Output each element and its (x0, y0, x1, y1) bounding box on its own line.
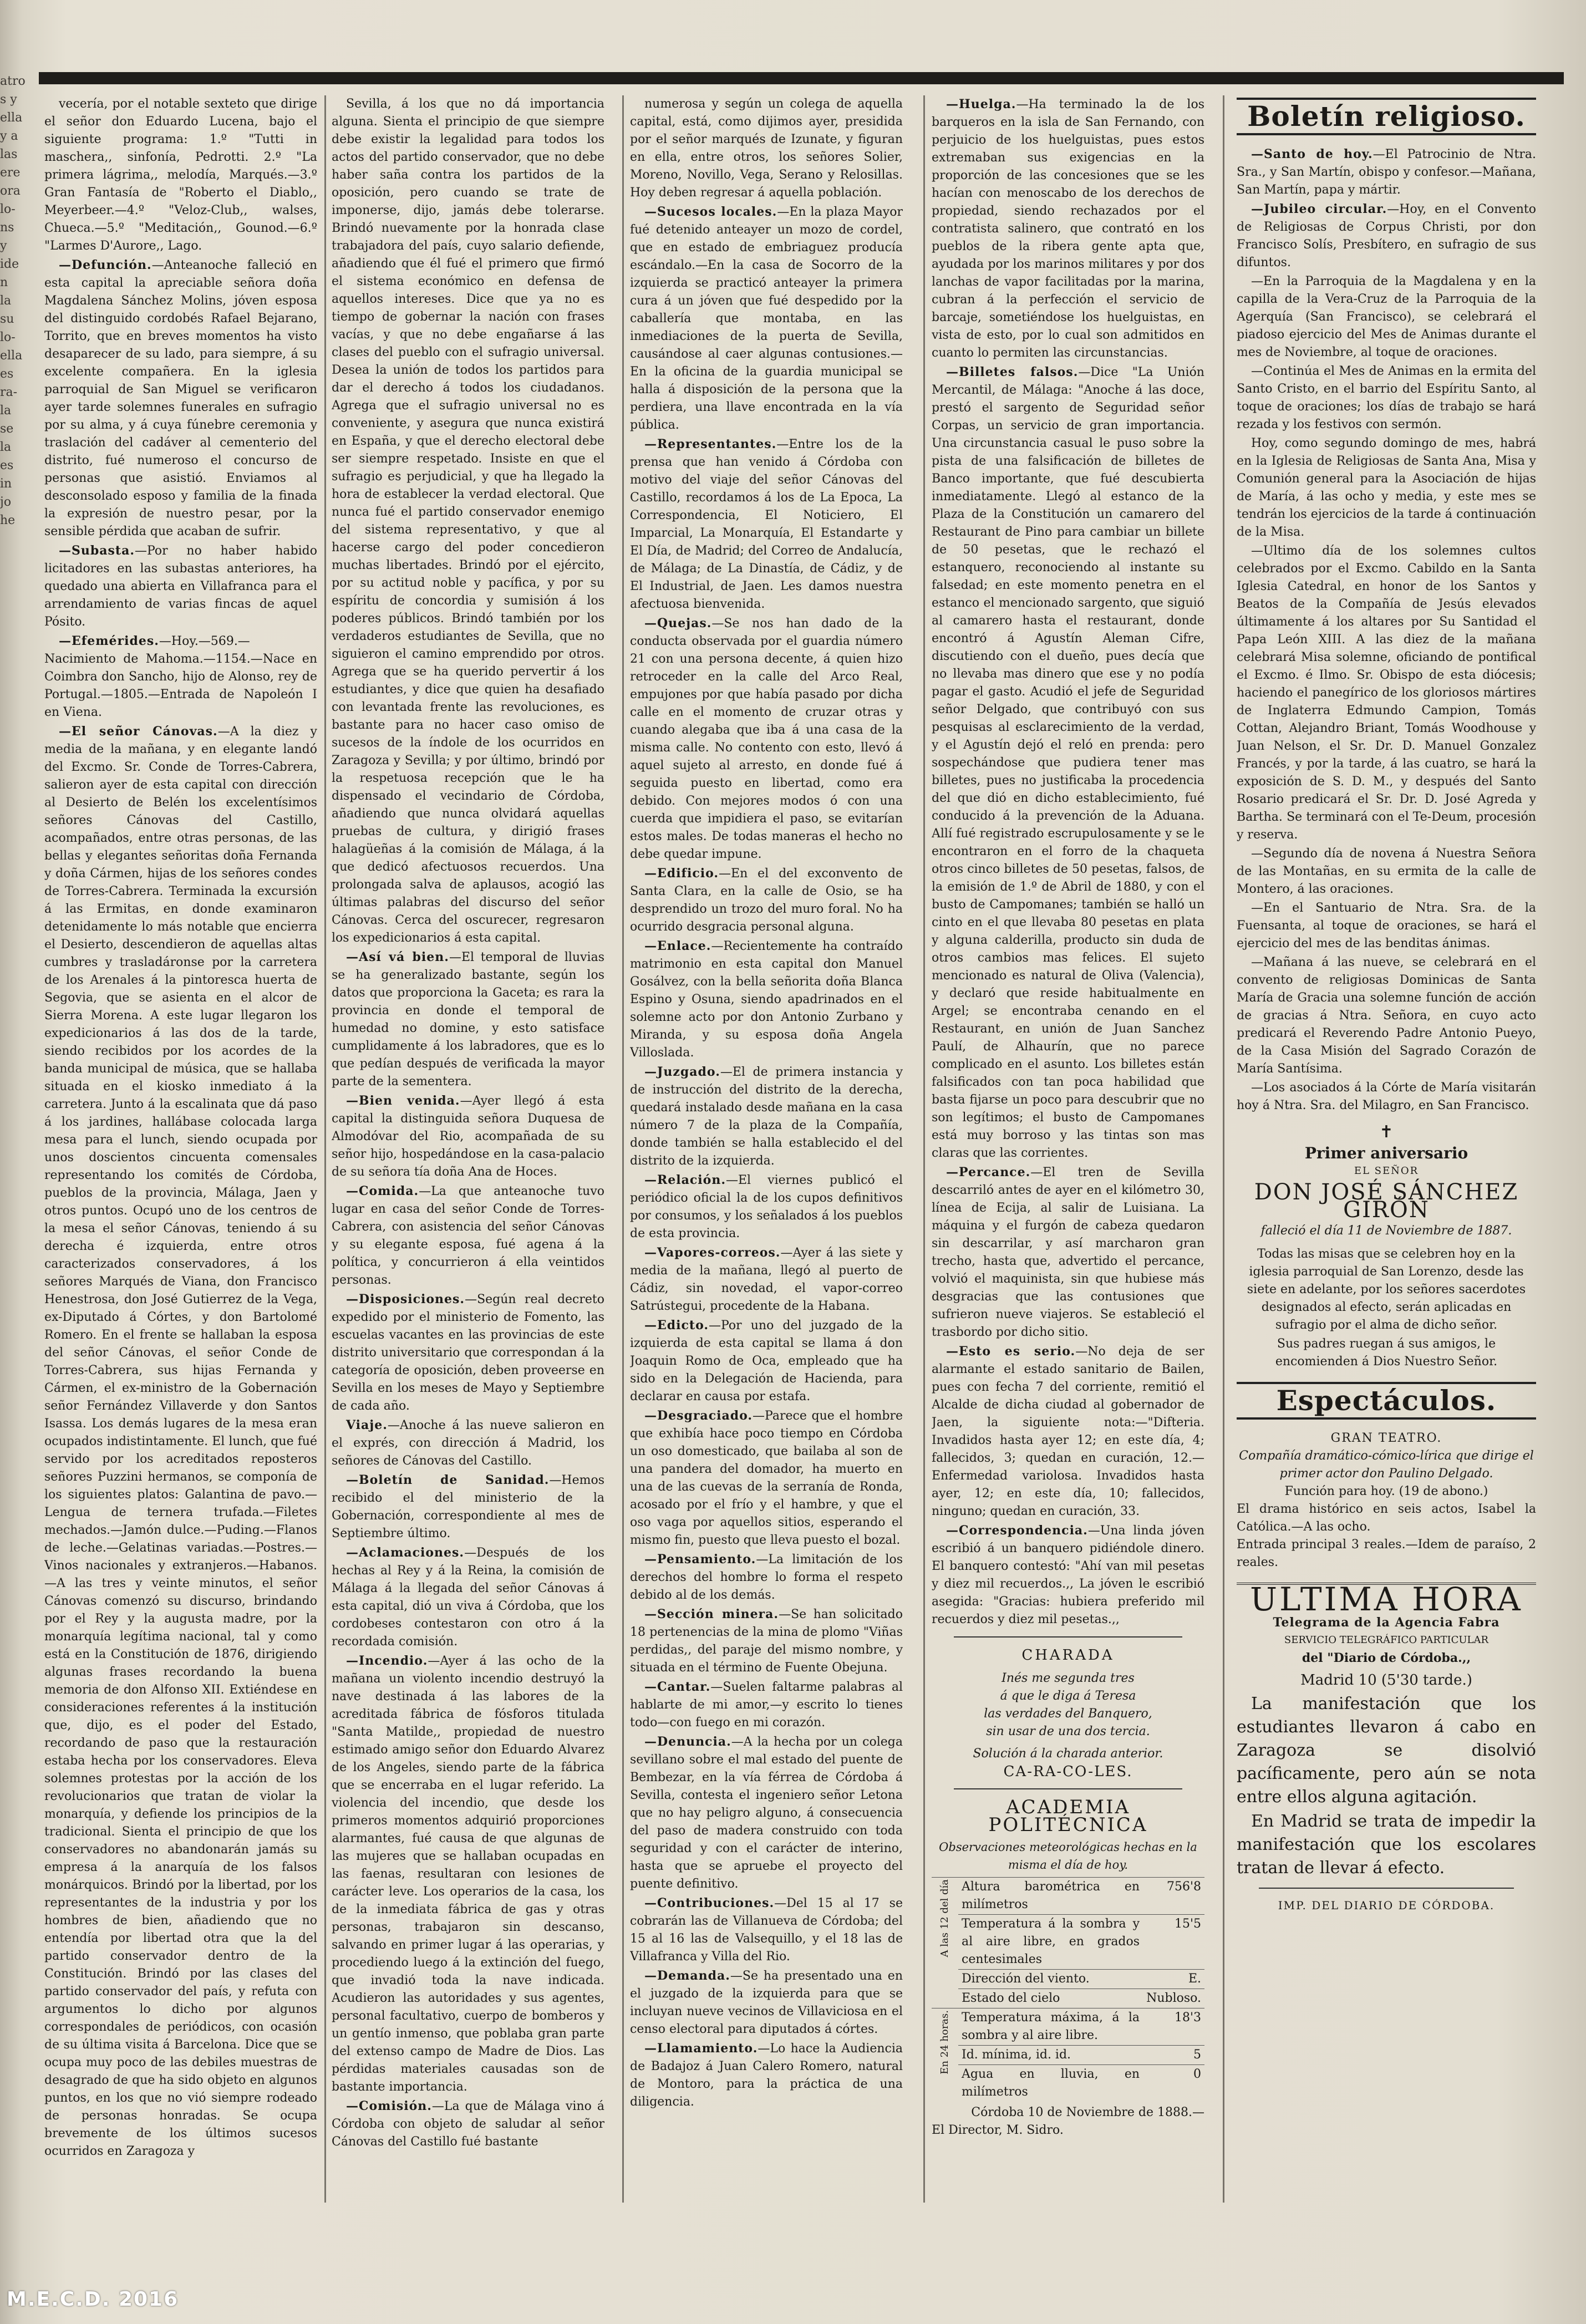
divider (1259, 1888, 1514, 1889)
article-heading: —Demanda. (644, 1969, 730, 1983)
telegrama-line: Telegrama de la Agencia Fabra (1273, 1615, 1500, 1630)
edge-fragment: las (0, 148, 18, 161)
article-paragraph (932, 95, 1204, 362)
edge-fragment: lo- (0, 202, 16, 216)
top-rule (39, 72, 1564, 84)
meteo-value: 0 (1143, 2065, 1204, 2102)
article-text: —La que de Málaga vino á Córdoba con objeto de saludar al señor Cánovas del Castillo fué bastante (332, 2099, 604, 2149)
article-paragraph (44, 256, 317, 541)
meteo-value: 18'3 (1143, 2008, 1204, 2046)
article-paragraph (1237, 145, 1536, 199)
aniversario-text-2: Sus padres ruegan á sus amigos, le encomienden á Dios Nuestro Señor. (1275, 1337, 1498, 1369)
academia-director: El Director, M. Sidro. (932, 2123, 1064, 2137)
meteo-value: 756'8 (1143, 1878, 1204, 1915)
article-heading: —Percance. (946, 1165, 1031, 1179)
article-heading: —Subasta. (59, 543, 135, 558)
article-text: —En el Santuario de Ntra. Sra. de la Fuensanta, al toque de oraciones, se hará el ejercicio del mes de las benditas ánimas. (1237, 901, 1536, 950)
left-edge-fragments (0, 72, 33, 2013)
article-text: —Ultimo día de los solemnes cultos celebrados por el Excmo. Cabildo en la Santa Iglesia Catedral, en honor de los Santos y Beatos de la Compañía de Jesús elevados últimamente á los altares por Su Santidad el Papa León XIII. A las diez de la mañana celebrará Misa solemne, oficiando de pontifical el Excmo. é Ilmo. Sr. Obispo de esta diócesis; haciendo el panegírico de los gloriosos mártires de Inglaterra Edmundo Campion, Tomás Cottan, Alejandro Briant, Tomás Woodhouse y Juan Nelson, el Sr. Dr. D. Manuel Gonzalez Francés, y por la tarde, á las cuatro, se hará la exposición de S. D. M., y después del Santo Rosario predicará el Sr. Dr. D. José Agreda y Bartha. Se terminará con el Te-Deum, procesión y reserva. (1237, 544, 1536, 842)
meteo-label: Dirección del viento. (958, 1970, 1143, 1989)
article-paragraph (1237, 435, 1536, 541)
boletin-title: Boletín religioso. (1237, 98, 1536, 135)
article-text: —Por no haber habido licitadores en las subastas anteriores, ha quedado una abierta en Villafranca para el arrendamiento de varias fincas de aquel Pósito. (44, 544, 317, 629)
aniversario-date: falleció el día 11 de Noviembre de 1887. (1260, 1224, 1512, 1238)
edge-fragment: lo- (0, 330, 16, 344)
article-heading: —Sección minera. (644, 1607, 779, 1621)
del-diario-line: del "Diario de Córdoba.,, (1302, 1651, 1471, 1665)
column-5 (1237, 95, 1536, 2219)
article-text: —Hoy.—569.—Nacimiento de Mahoma.—1154.—Nace en Coimbra don Sancho, hijo de Alonso, rey de Portugal.—1805.—Entrada de Napoleón I en Viena. (44, 634, 317, 719)
article-heading: —Desgraciado. (644, 1408, 753, 1423)
edge-fragment: ns (0, 221, 14, 235)
article-text: —Ayer llegó á esta capital la distinguida señora Duquesa de Almodóvar del Rio, acompañada de su señor hijo, hospedándose en la casa-palacio de su señora tía doña Ana de Hoces. (332, 1094, 604, 1179)
boletin-body (1237, 145, 1536, 1115)
article-text: —El de primera instancia y de instrucción del distrito de la derecha, quedará instalado desde mañana en la casa número 7 de la plaza de la Compañía, donde también se halla establecido el del distrito de la izquierda. (630, 1065, 903, 1168)
article-paragraph (630, 2040, 903, 2111)
column-1 (44, 95, 317, 2219)
edge-fragment: y a (0, 129, 18, 143)
funcion-line: Función para hoy. (19 de abono.) (1284, 1484, 1488, 1498)
charada-solution: CA-RA-CO-LES. (1003, 1763, 1133, 1780)
article-paragraph (630, 203, 903, 434)
article-paragraph (932, 1163, 1204, 1341)
article-text: —No deja de ser alarmante el estado sanitario de Bailen, pues con fecha 7 del corriente, remitió el Alcalde de dicha ciudad al gobernador de Jaen, la siguiente nota:—"Difteria. Invadidos hasta ayer 12; en este día, 4; fallecidos, 3; quedan en curación, 12.—Enfermedad variolosa. Invadidos hasta ayer, 12; en este día, 10; fallecidos, ninguno; quedan en curación, 33. (932, 1345, 1204, 1518)
article-paragraph (630, 1244, 903, 1315)
aniversario-text: Todas las misas que se celebren hoy en la iglesia parroquial de San Lorenzo, desde las siete en adelante, por los señores sacerdotes designados al efecto, serán aplicadas en sufragio por el alma de dicho señor. (1247, 1247, 1526, 1332)
article-text: —Parece que el hombre que exhibía hace poco tiempo en Córdoba un oso domesticado, que bailaba al son de una pandera del domador, ha muerto en una de las cuevas de la serranía de Ronda, acosado por el frío y el hambre, y que el oso vaga por aquellos sitios, esperando el mismo fin, puesto que lleva puesto el bozal. (630, 1409, 903, 1547)
article-heading: —Defunción. (59, 258, 152, 272)
article-heading: —Santo de hoy. (1251, 147, 1373, 161)
espectaculos-title: Espectáculos. (1237, 1382, 1536, 1420)
table-row (932, 2046, 1204, 2065)
article-heading: —Huelga. (946, 97, 1016, 111)
meteo-label: Agua en lluvia, en milímetros (958, 2065, 1143, 2102)
article-text: —Continúa el Mes de Animas en la ermita del Santo Cristo, en el barrio del Espíritu Santo, al toque de oraciones; los días de trabajo se hará rezada y los festivos con sermón. (1237, 364, 1536, 431)
article-heading: —Edificio. (644, 866, 719, 881)
column-3 (630, 95, 903, 2219)
article-heading: —Jubileo circular. (1251, 202, 1387, 216)
article-text: —El Patrocinio de Ntra. Sra., y San Martín, obispo y confesor.—Mañana, San Martín, papa y mártir. (1237, 148, 1536, 197)
edge-fragment: s y (0, 93, 17, 106)
table-row (932, 1915, 1204, 1970)
article-text: —Del 15 al 17 se cobrarán las de Villanueva de Córdoba; del 15 al 16 las de Valsequillo, y el 18 las de Villafranca y Villa del Rio. (630, 1896, 903, 1964)
article-heading: —Edicto. (644, 1318, 709, 1333)
edge-fragment: jo (0, 495, 12, 509)
article-text: —Hoy, en el Convento de Religiosas de Corpus Christi, por don Francisco Solís, Presbítero, en sufragio de sus difuntos. (1237, 202, 1536, 269)
article-heading: —Billetes falsos. (946, 365, 1079, 379)
meteo-value: 15'5 (1143, 1915, 1204, 1970)
table-row (932, 1989, 1204, 2008)
article-text: —Ayer á las siete y media de la mañana, llegó al puerto de Cádiz, sin novedad, el vapor-correo Satrústegui, procedente de la Habana. (630, 1246, 903, 1313)
article-heading: —Representantes. (644, 437, 777, 451)
academia-subtitle: Observaciones meteorológicas hechas en la misma el día de hoy. (939, 1840, 1197, 1872)
article-text: —Según real decreto expedido por el ministerio de Fomento, las escuelas vacantes en las provincias de este distrito universitario que correspondan á la categoría de oposición, deben proveerse en Sevilla en los meses de Mayo y Septiembre de cada año. (332, 1293, 604, 1413)
teatro-name: GRAN TEATRO. (1330, 1431, 1442, 1445)
article-text: —A la diez y media de la mañana, y en elegante landó del Excmo. Sr. Conde de Torres-Cabrera, salieron ayer de esta capital con dirección al Desierto de Belén los excelentísimos señores Cánovas del Castillo, acompañados, entre otras personas, de las bellas y elegantes señoritas doña Fernanda y doña Cármen, hijas de los señores condes de Torres-Cabrera. Terminada la excursión á las Ermitas, en donde examinaron detenidamente lo más notable que encierra el Desierto, descendieron de aquellas altas cumbres y trasladáronse por la carretera de los Arenales á la pintoresca huerta de Segovia, que se asienta en el alcor de Sierra Morena. A este lugar llegaron los expedicionarios á las dos de la tarde, siendo recibidos por los acordes de la banda municipal de música, que se hallaba situada en el kiosko inmediato á la carretera. Junto á la escalinata que dá paso á los jardines, hallábase colocada larga mesa para el lunch, siendo ocupada por unos doscientos cincuenta comensales representando los comités de Córdoba, pueblos de la provincia, Málaga, Jaen y otros puntos. Ocupó uno de los centros de la mesa el señor Cánovas, teniendo á su derecha é izquierda, entre otros caracterizados conservadores, á los señores Marqués de Viana, don Francisco Henestrosa, don José Gutierrez de la Vega, ex-Diputado á Córtes, y don Bartolomé Romero. En el frente se hallaban la esposa del señor Cánovas, el señor Conde de Torres-Cabrera, sus hijas Fernanda y Cármen, el ex-ministro de la Gobernación señor Fernández Villaverde y don Santos Isassa. Los demás lugares de la mesa eran ocupados indistintamente. El lunch, que fué servido por los acreditados reposteros señores Puzzini hermanos, se componía de los siguientes platos: Galantina de pavo.—Lengua de ternera trufada.—Filetes mechados.—Jamón dulce.—Puding.—Flanos de leche.—Gelatinas variadas.—Postres.—Vinos nacionales y extranjeros.—Habanos.—A las tres y veinte minutos, el señor Cánovas comenzó su discurso, brindando por el Rey y la augusta madre, por la monarquía legítima nacional, tal y como está en la Constitución de 1876, dirigiendo algunas frases recordando la buena memoria de don Alfonso XII. Extiéndese en consideraciones referentes á la institución que, dijo, es el poder del Estado, recordando de paso que la restauración estaba hecha por los conservadores. Eleva solemnes protestas por la acción de los revolucionarios que tratan de violar la monarquía, y defiende los principios de la tradicional. Sienta el principio de que los conservadores no abandonarán jamás su empresa á la anarquía de los falsos monárquicos. Brindó por la libertad, por los representantes de la industria y por los hombres de bien, añadiendo que no entendía por libertad otra que la del partido conservador dentro de la Constitución. Brindó por las clases del partido conservador del país, y refuta con argumentos lo dicho por algunos correspondales de periódicos, con ocasión de su última visita á Barcelona. Dice que se ocupa muy poco de las debiles muestras de desagrado de que ha sido objeto en algunos puntos, en los que no vió siempre rodeado de personas honradas. Se ocupa brevemente de los últimos sucesos ocurridos en Zaragoza y (44, 725, 317, 2158)
charada-verse: á que le diga á Teresa (1000, 1689, 1136, 1703)
article-heading: —Aclamaciones. (346, 1545, 465, 1560)
article-paragraph (630, 1678, 903, 1732)
article-paragraph (332, 2097, 604, 2151)
edge-fragment: ere (0, 166, 21, 180)
article-paragraph (630, 937, 903, 1062)
article-heading: —Pensamiento. (644, 1552, 756, 1567)
article-paragraph (44, 632, 317, 721)
article-text: —Suelen faltarme palabras al hablarte de mi amor,—y escrito lo tienes todo—con fuego en mi corazón. (630, 1680, 903, 1730)
article-paragraph (932, 1522, 1204, 1629)
article-text: —Segundo día de novena á Nuestra Señora de las Montañas, en su ermita de la calle de Montero, á las oraciones. (1237, 847, 1536, 896)
article-text: —Los asociados á la Córte de María visitarán hoy á Ntra. Sra. del Milagro, en San Francisco. (1237, 1081, 1536, 1112)
charada-verses (932, 1670, 1204, 1781)
article-paragraph (332, 1416, 604, 1470)
article-text: —La limitación de los derechos del hombre lo forma el respeto debido al de los demás. (630, 1553, 903, 1602)
aniversario-title: Primer aniversario (1304, 1144, 1468, 1162)
article-heading: —Denuncia. (644, 1735, 731, 1749)
table-row (932, 1878, 1204, 1915)
article-paragraph (332, 1182, 604, 1289)
article-heading: —Esto es serio. (946, 1344, 1076, 1359)
article-paragraph (332, 1290, 604, 1415)
charada-title: CHARADA (1021, 1647, 1115, 1664)
meteo-label: Altura barométrica en milímetros (958, 1878, 1143, 1915)
meteo-value: Nubloso. (1143, 1989, 1204, 2008)
edge-fragment: se (0, 422, 14, 436)
column-divider (1223, 95, 1224, 2203)
edge-fragment: ella (0, 111, 23, 125)
article-paragraph (44, 95, 317, 255)
article-text: —La que anteanoche tuvo lugar en casa del señor Conde de Torres-Cabrera, con asistencia del señor Cánovas y su elegante esposa, fué agena á la política, y concurrieron á ella veintidos personas. (332, 1184, 604, 1287)
article-text: Sevilla, á los que no dá importancia alguna. Sienta el principio de que siempre debe existir la legalidad para todos los actos del partido conservador, que no debe haber saña contra los partidos de la oposición, pero cuando se trate de imponerse, dijo, jamás debe tolerarse. Brindó nuevamente por la honrada clase trabajadora del país, cuyo salario defiende, añadiendo que él fué el primero que firmó el sistema económico en defensa de aquellos intereses. Dice que ya no es tiempo de gobernar la nación con frases vacías, y que no debe engañarse á las clases del pueblo con el sufragio universal. Desea la unión de todos los partidos para dar el derecho á todos los ciudadanos. Agrega que el sufragio universal no es conveniente, y asegura que nunca existirá en España, y que el derecho electoral debe ser siempre respetado. Insiste en que el sufragio es perjudicial, y que ha llegado la hora de establecer la verdad electoral. Que nunca fué el partido conservador enemigo del sistema representativo, y que al hacerse cargo del poder concedieron muchas libertades. Brindó por el ejército, por su actitud noble y pacífica, y por su espíritu de concordia y sumisión á los poderes públicos. Brindó también por los verdaderos estudiantes de Sevilla, que no siguieron el camino emprendido por otros. Agrega que se ha querido pervertir á los estudiantes, y dice que quien ha desafiado con levantada frente las revoluciones, es bastante para no hacer caso omiso de sucesos de la índole de los ocurridos en Zaragoza y Sevilla; y por último, brindó por la respetuosa recepción que le ha dispensado el vecindario de Córdoba, añadiendo que nunca olvidará aquellas pruebas de cultura, y dirigió frases halagüeñas á la comisión de Málaga, á la que dedicó afectuosos recuerdos. Una prolongada salva de aplausos, acogió las últimas palabras del discurso del señor Cánovas. Cerca del oscurecer, regresaron los expedicionarios á esta capital. (332, 97, 604, 945)
edge-fragment: atro (0, 74, 26, 88)
article-text: numerosa y según un colega de aquella capital, está, como dijimos ayer, presidida por el señor marqués de Izunate, y figuran en ella, entre otros, los señores Solier, Moreno, Novillo, Vega, Serano y Relosillas. Hoy deben regresar á aquella población. (630, 97, 903, 200)
article-paragraph (332, 948, 604, 1091)
article-heading: —Cantar. (644, 1680, 711, 1694)
article-paragraph (630, 95, 903, 202)
ultima-hora-paragraph: En Madrid se trata de impedir la manifestación que los escolares tratan de llevar á efecto. (1237, 1812, 1536, 1878)
article-heading: —Llamamiento. (644, 2041, 758, 2056)
meteo-label: Estado del cielo (958, 1989, 1143, 2008)
article-paragraph (630, 1407, 903, 1549)
article-paragraph (630, 1967, 903, 2038)
imprenta-line: IMP. DEL DIARIO DE CÓRDOBA. (1278, 1899, 1495, 1912)
edge-fragment: in (0, 477, 12, 491)
entrada-line: Entrada principal 3 reales.—Idem de paraíso, 2 reales. (1237, 1538, 1536, 1569)
article-paragraph (630, 1316, 903, 1406)
article-text: —Después de los hechas al Rey y á la Reina, la comisión de Málaga á la llegada del señor Cánovas á esta capital, dió un viva á Córdoba, que los cordobeses contestaron con otro á la recordada comisión. (332, 1546, 604, 1649)
article-paragraph (932, 1342, 1204, 1520)
ultima-hora-title: ULTIMA HORA (1237, 1583, 1536, 1608)
ultima-hora-paragraph: La manifestación que los estudiantes llevaron á cabo en Zaragoza se disolvió pacíficamente, pero aún se nota entre ellos alguna agitación. (1237, 1694, 1536, 1807)
article-text: —Recientemente ha contraído matrimonio en esta capital don Manuel Gosálvez, con la bella señorita doña Blanca Espino y Osuna, siendo apadrinados en el solemne acto por don Antonio Zurbano y Miranda, y su esposa doña Angela Villoslada. (630, 939, 903, 1060)
article-heading: —Así vá bien. (346, 950, 449, 964)
compania-line: Compañía dramático-cómico-lírica que dirige el primer actor don Paulino Delgado. (1239, 1449, 1534, 1481)
edge-fragment: la (0, 404, 12, 418)
article-paragraph (630, 1733, 903, 1893)
article-heading: —Disposiciones. (346, 1292, 465, 1306)
article-paragraph (1237, 899, 1536, 953)
article-heading: —Correspondencia. (946, 1523, 1088, 1538)
academia-date: Córdoba 10 de Noviembre de 1888.— (971, 2106, 1204, 2119)
article-paragraph (1237, 273, 1536, 362)
article-text: —Se nos han dado de la conducta observada por el guardia número 21 con una persona decente, á quien hizo retroceder en la calle del Arco Real, empujones por que había pasado por dicha calle en el momento de cruzar otras y cuando alegaba que iba á una casa de la misma calle. No contento con esto, llevó á aquel sujeto al arresto, en donde fué á seguida puesto en libertad, como era debido. Con mejores modos ó con una cuerda que impidiera el paso, se evitarían estos males. De todas maneras el hecho no debe quedar impune. (630, 617, 903, 861)
article-paragraph (630, 614, 903, 863)
article-paragraph (1237, 845, 1536, 898)
article-heading: Viaje. (346, 1418, 388, 1432)
article-heading: —Incendio. (346, 1654, 428, 1668)
article-text: vecería, por el notable sexteto que dirige el señor don Eduardo Lucena, bajo el siguiente programa: 1.º "Tutti in maschera,, sinfonía, Pedrotti. 2.º "La primera lágrima,, melodía, Marqués.—3.º Gran Fantasía de "Roberto el Diablo,, Meyerbeer.—4.º "Veloz-Club,, walses, Chueca.—5.º "Meditación,, Gounod.—6.º "Larmes D'Aurore,, Lago. (44, 97, 317, 253)
drama-line: El drama histórico en seis actos, Isabel la Católica.—A las ocho. (1237, 1502, 1536, 1534)
edge-fragment: su (0, 312, 14, 326)
article-text: —En el del exconvento de Santa Clara, en la calle de Osio, se ha desprendido un trozo del muro foral. No ha ocurrido desgracia personal alguna. (630, 867, 903, 934)
article-paragraph (630, 1550, 903, 1604)
article-text: —Se han solicitado 18 pertenencias de la mina de plomo "Viñas perdidas,, del paraje del mismo nombre, y situada en el término de Fuente Obejuna. (630, 1608, 903, 1675)
divider (954, 1636, 1182, 1638)
watermark: M.E.C.D. 2016 (7, 2288, 179, 2311)
article-heading: —Juzgado. (644, 1065, 720, 1079)
edge-fragment: ide (0, 257, 19, 271)
article-heading: —Quejas. (644, 616, 712, 630)
article-heading: —Boletín de Sanidad. (346, 1473, 550, 1487)
article-paragraph (630, 1605, 903, 1677)
article-text: —Ha terminado la de los barqueros en la isla de San Fernando, con perjuicio de los huelguistas, pues estos extremaban sus exigencias en la proporción de las concesiones que se les hacían con menoscabo de los derechos de propiedad, siendo rechazados por el contratista salinero, que contrató en los pueblos de la ribera gente apta que, ayudada por los marinos militares y por dos lanchas de vapor facilitadas por la marina, cubran á la perfección el servicio de barcaje, sometiéndose los huelguistas, en vista de esto, por lo cual son admitidos en cuanto lo permiten las circunstancias. (932, 98, 1204, 360)
table-row (932, 2008, 1204, 2046)
column-2 (332, 95, 604, 2219)
article-heading: —Vapores-correos. (644, 1245, 781, 1260)
article-paragraph (1237, 954, 1536, 1078)
charada-verse: las verdades del Banquero, (984, 1707, 1152, 1721)
edge-fragment: ra- (0, 385, 18, 399)
edge-fragment: la (0, 440, 12, 454)
meteo-label: Temperatura á la sombra y al aire libre, en grados centesimales (958, 1915, 1143, 1970)
cross-icon: ✝ (1379, 1122, 1394, 1142)
divider (954, 1788, 1182, 1789)
meteo-label: Temperatura máxima, á la sombra y al aire libre. (958, 2008, 1143, 2046)
article-paragraph (1237, 363, 1536, 434)
table-row (932, 2065, 1204, 2102)
article-text: —El temporal de lluvias se ha generalizado bastante, según los datos que proporciona la Gaceta; es rara la provincia en donde el temporal de humedad no domine, y esto satisface cumplidamente á los labradores, que es lo que pedían después de verificada la mayor parte de la sementera. (332, 950, 604, 1089)
article-paragraph (332, 1544, 604, 1651)
article-paragraph (44, 723, 317, 2160)
article-text: Hoy, como segundo domingo de mes, habrá en la Iglesia de Religiosas de Santa Ana, Misa y Comunión general para la Asociación de hijas de María, á las ocho y media, y este mes se tendrán los ejercicios de la tarde á continuación de la Misa. (1237, 436, 1536, 539)
article-text: —Dice "La Unión Mercantil, de Málaga: "Anoche á las doce, prestó el sargento de Seguridad señor Corpas, un servicio de gran importancia. Una circunstancia casual le puso sobre la pista de una falsificación de billetes de Banco importante, que fué descubierta inmediatamente. Llegó al estanco de la Plaza de la Constitución un camarero del Restaurant de Pino para cambiar un billete de 50 pesetas, que le rechazó el estanquero, reconociendo al instante su falsedad; en este momento penetra en el estanco el mencionado sargento, que siguió al camarero hasta el restaurant, donde encontró á Agustín Aleman Cifre, discutiendo con el dueño, pues decía que no llevaba mas dinero que ese y no podía pagar el gasto. Acudió el jefe de Seguridad señor Delgado, que contribuyó con sus pesquisas al esclarecimiento de la verdad, y el Agustín dejó el reló en prenda: pero sospechándose que pudiera tener mas billetes, pues no justificaba la procedencia del que dió en dicho establecimiento, fué conducido á la prevención de la Aduana. Allí fué registrado escrupulosamente y se le encontraron en el forro de la chaqueta otros cinco billetes de 50 pesetas, falsos, de la emisión de 1.º de Abril de 1880, y con el busto de Campomanes; también se halló un cinto en el que llevaba 80 pesetas en plata y alguna calderilla, producto sin duda de otros cambios mas felices. El sujeto mencionado es natural de Oliva (Valencia), y declaró que reside habitualmente en Argel; se encontraba cenando en el Restaurant, en unión de Juan Sanchez Paulí, de Alhaurín, que no parece complicado en el asunto. Los billetes están falsificados con tan poca habilidad que basta fijarse un poco para descubrir que no son legítimos; el busto de Campomanes está muy borroso y las tintas son mas claras que las corrientes. (932, 365, 1204, 1160)
article-heading: —Enlace. (644, 939, 711, 953)
academia-title: ACADEMIA POLITÉCNICA (988, 1796, 1148, 1836)
article-paragraph (1237, 200, 1536, 272)
article-paragraph (630, 435, 903, 613)
meteo-label: Id. mínima, id. id. (958, 2046, 1143, 2065)
edge-fragment: es (0, 459, 14, 472)
article-paragraph (332, 1471, 604, 1543)
article-paragraph (630, 1171, 903, 1243)
article-text: —Una linda jóven escribió á un banquero pidiéndole dinero. El banquero contestó: "Ahí van mil pesetas y diez mil recuerdos.,, La jóven le escribió asegida: "Gracias: hubiera preferido mil recuerdos y diez mil pesetas.,, (932, 1524, 1204, 1626)
article-heading: —Comida. (346, 1184, 419, 1198)
article-text: —Hemos recibido el del ministerio de la Gobernación, correspondiente al mes de Septiembre último. (332, 1473, 604, 1540)
column-divider (622, 95, 624, 2203)
article-paragraph (1237, 1079, 1536, 1115)
edge-fragment: he (0, 513, 16, 527)
charada-verse: sin usar de una dos tercia. (986, 1725, 1150, 1738)
edge-fragment: ella (0, 349, 23, 363)
article-text: —El tren de Sevilla descarriló antes de ayer en el kilómetro 30, línea de Ecija, al salir de Luisiana. La máquina y el furgón de cabeza quedaron sin descarrilar, y así marcharon gran trecho, hasta que, advertido el percance, volvió el maquinista, sin que hubiese más desgracias que las contusiones que sufrieron nueve viajeros. Se estableció el trasbordo por dicho sitio. (932, 1166, 1204, 1339)
meteo-side-label: A las 12 del día (939, 1879, 950, 1957)
charada-solution-label: Solución á la charada anterior. (973, 1747, 1163, 1761)
article-text: —Entre los de la prensa que han venido á Córdoba con motivo del viaje del señor Cánovas del Castillo, recordamos á los de La Epoca, La Correspondencia, El Noticiero, El Imparcial, La Monarquía, El Estandarte y El Día, de Madrid; del Correo de Andalucía, de Málaga; de La Dinastía, de Cádiz, y de El Industrial, de Jaen. Les damos nuestra afectuosa bienvenida. (630, 438, 903, 611)
edge-fragment: n (0, 276, 8, 289)
servicio-line: SERVICIO TELEGRÁFICO PARTICULAR (1284, 1634, 1489, 1646)
column-4-news (932, 95, 1204, 1629)
meteo-value: 5 (1143, 2046, 1204, 2065)
edge-fragment: es (0, 367, 14, 381)
article-heading: —Contribuciones. (644, 1896, 775, 1910)
article-text: —Anteanoche falleció en esta capital la apreciable señora doña Magdalena Sánchez Molins, jóven esposa del distinguido cordobés Rafael Bejarano, Torrito, que en breves momentos ha visto desaparecer de su lado, para siempre, á su excelente compañera. En la iglesia parroquial de San Miguel se verificaron ayer tarde solemnes funerales en sufragio por su alma, y á cuya fúnebre ceremonia y traslación del cadáver al cementerio del distrito, fué numeroso el concurso de personas que asistió. Enviamos al desconsolado esposo y familia de la finada la expresión de nuestro pesar, por la sensible pérdida que acaban de sufrir. (44, 258, 317, 538)
article-text: —El viernes publicó el periódico oficial la de los cupos definitivos por consumos, y los señalados á los pueblos de esta provincia. (630, 1173, 903, 1240)
madrid-dateline: Madrid 10 (5'30 tarde.) (1300, 1672, 1472, 1689)
article-text: —En la Parroquia de la Magdalena y en la capilla de la Vera-Cruz de la Parroquia de la Agerquía (San Francisco), se celebrará el piadoso ejercicio del Mes de Animas durante el mes de Noviembre, al toque de oraciones. (1237, 274, 1536, 359)
article-paragraph (630, 864, 903, 936)
meteo-table (932, 1877, 1204, 2102)
article-text: —Se ha presentado una en el juzgado de la izquierda para que se incluyan nueve vecinos de Villaviciosa en el censo electoral para diputados á córtes. (630, 1969, 903, 2036)
aniversario-sub: EL SEÑOR (1354, 1165, 1419, 1177)
meteo-side-label: En 24 horas. (939, 2010, 950, 2074)
column-divider (923, 95, 925, 2203)
article-paragraph (332, 1092, 604, 1181)
article-text: —A la hecha por un colega sevillano sobre el mal estado del puente de Bembezar, en la vía férrea de Córdoba á Sevilla, contesta el ingeniero señor Letona que no hay peligro alguno, á consecuencia del paso de madera construido con toda seguridad y con el carácter de interino, hasta que se apruebe el proyecto del puente definitivo. (630, 1735, 903, 1891)
article-paragraph (332, 95, 604, 947)
article-paragraph (630, 1063, 903, 1170)
article-heading: —Sucesos locales. (644, 205, 777, 219)
article-paragraph (1237, 542, 1536, 844)
article-text: —Por uno del juzgado de la izquierda de esta capital se llama á don Joaquin Romo de Oca, empleado que ha sido en la Delegación de Hacienda, para declarar en causa por estafa. (630, 1319, 903, 1403)
article-paragraph (332, 1652, 604, 2096)
article-text: —En la plaza Mayor fué detenido anteayer un mozo de cordel, que en estado de embriaguez producía escándalo.—En la casa de Socorro de la izquierda se practicó anteayer la primera cura á un jóven que fué despedido por la caballería que montaba, en las inmediaciones de la puerta de Sevilla, causándose al caer algunas contusiones.—En la oficina de la guardia municipal se halla á disposición de la persona que la perdiera, una llave encontrada en la vía pública. (630, 205, 903, 432)
article-text: —Ayer á las ocho de la mañana un violento incendio destruyó la nave destinada á las labores de la acreditada fábrica de fósforos titulada "Santa Matilde,, propiedad de nuestro estimado amigo señor don Eduardo Alvarez de los Angeles, siendo parte de la fábrica que se encerraba en el lugar referido. La violencia del incendio, que desde los primeros momentos adquirió proporciones alarmantes, fué causa de que algunas de las mujeres que se hallaban ocupadas en las faenas, resultaran con lesiones de carácter leve. Los operarios de la casa, los de la inmediata fábrica de gas y otras personas, trabajaron sin descanso, salvando en primer lugar á las operarias, y procediendo luego á la extinción del fuego, que invadió toda la nave indicada. Acudieron las autoridades y sus agentes, personal facultativo, cuerpo de bomberos y un gentío inmenso, que poblaba gran parte del extenso campo de Madre de Dios. Las pérdidas materiales causadas son de bastante importancia. (332, 1654, 604, 2094)
article-text: —Mañana á las nueve, se celebrará en el convento de religiosas Dominicas de Santa María de Gracia una solemne función de acción de gracias á Ntra. Señora, en cuyo acto predicará el Reverendo Padre Antonio Pueyo, de la Casa Misión del Sagrado Corazón de María Santísima. (1237, 955, 1536, 1076)
article-paragraph (932, 363, 1204, 1162)
article-heading: —Relación. (644, 1173, 726, 1187)
aniversario-name: DON JOSÉ SÁNCHEZ GIRÓN (1254, 1179, 1519, 1223)
article-text: —Lo hace la Audiencia de Badajoz á Juan Calero Romero, natural de Montoro, para la práctica de una diligencia. (630, 2042, 903, 2109)
edge-fragment: y (0, 239, 7, 253)
edge-fragment: la (0, 294, 12, 308)
article-paragraph (630, 1894, 903, 1966)
article-heading: —Efemérides. (59, 634, 159, 648)
article-paragraph (44, 542, 317, 631)
table-row (932, 1970, 1204, 1989)
article-heading: —Bien venida. (346, 1094, 460, 1108)
charada-verse: Inés me segunda tres (1002, 1671, 1135, 1685)
column-4 (932, 95, 1204, 2219)
article-heading: —Comisión. (346, 2099, 432, 2113)
column-divider (324, 95, 326, 2203)
edge-fragment: ora (0, 184, 21, 198)
article-heading: —El señor Cánovas. (59, 724, 218, 739)
meteo-value: E. (1143, 1970, 1204, 1989)
article-text: —Anoche á las nueve salieron en el exprés, con dirección á Madrid, los señores de Cánovas del Castillo. (332, 1418, 604, 1468)
